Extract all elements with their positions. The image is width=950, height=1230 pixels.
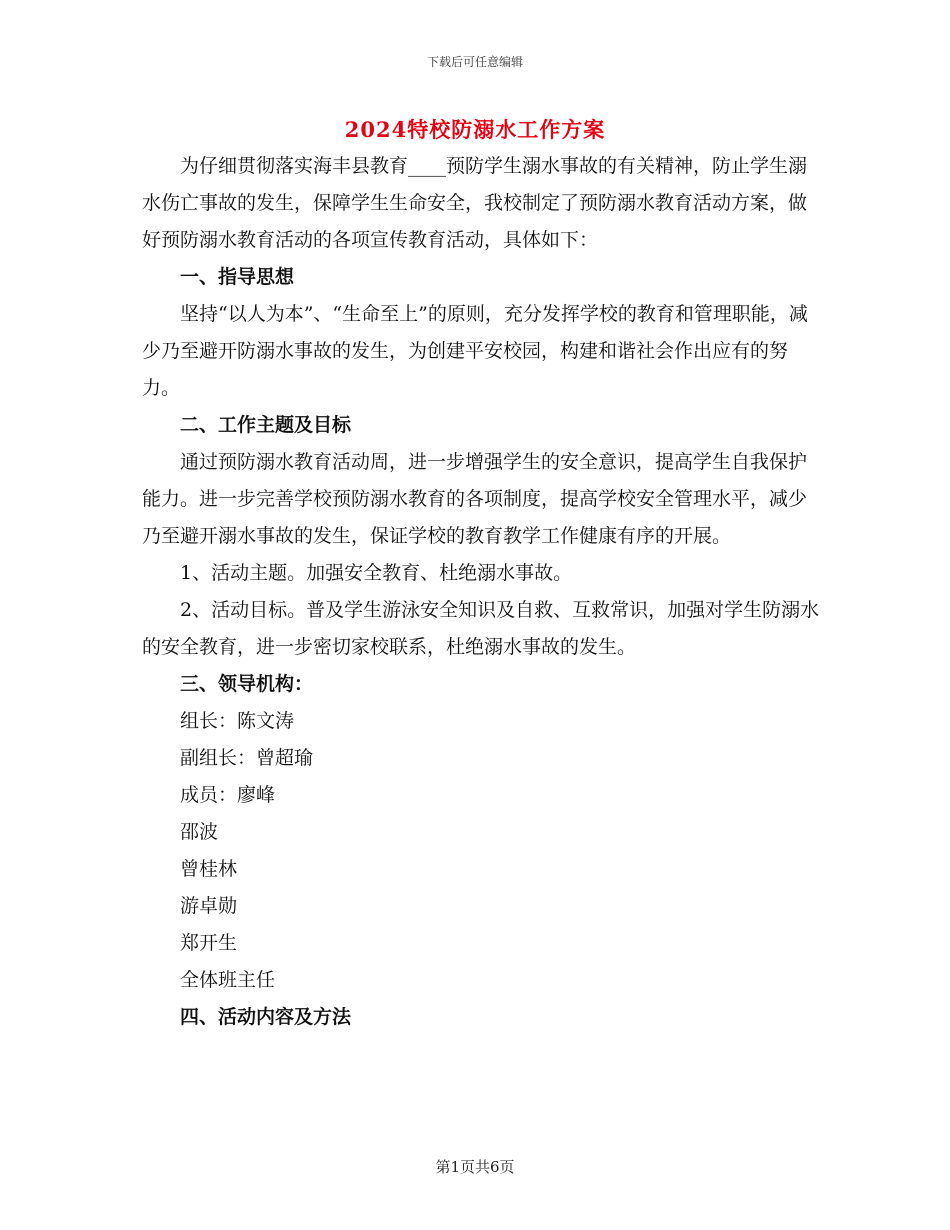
header-note: 下载后可任意编辑 [426, 55, 523, 69]
document-body [142, 148, 822, 1036]
page-number: 第1页共6页 [435, 1158, 515, 1176]
member-item: 邵波 [180, 821, 219, 843]
member-item: 郑开生 [180, 932, 238, 954]
section-paragraph: 通过预防溺水教育活动周，进一步增强学生的安全意识，提高学生自我保护能力。进一步完善学校预防溺水教育的各项制度，提高学校安全管理水平，减少乃至避开溺水事故的发生，保证学校的教育教学工作健康有序的开展。 [142, 451, 808, 547]
member-item: 游卓勋 [180, 895, 238, 917]
member-item: 副组长：曾超瑜 [180, 747, 314, 769]
section-heading: 三、领导机构： [180, 673, 314, 695]
section-heading: 四、活动内容及方法 [180, 1006, 352, 1028]
member-item: 全体班主任 [180, 969, 276, 991]
member-item: 组长：陈文涛 [180, 710, 295, 732]
section-heading: 二、工作主题及目标 [180, 414, 352, 436]
member-item: 成员：廖峰 [180, 784, 276, 806]
intro-paragraph: 为仔细贯彻落实海丰县教育____预防学生溺水事故的有关精神，防止学生溺水伤亡事故的发生，保障学生生命安全，我校制定了预防溺水教育活动方案，做好预防溺水教育活动的各项宣传教育活动，具体如下： [142, 155, 808, 251]
list-item: 1、活动主题。加强安全教育、杜绝溺水事故。 [180, 562, 573, 584]
list-item: 2、活动目标。普及学生游泳安全知识及自救、互救常识，加强对学生防溺水的安全教育，进一步密切家校联系，杜绝溺水事故的发生。 [142, 599, 820, 658]
member-item: 曾桂林 [180, 858, 238, 880]
section-heading: 一、指导思想 [180, 266, 295, 288]
document-title: 2024特校防溺水工作方案 [344, 117, 606, 142]
section-paragraph: 坚持“以人为本”、“生命至上”的原则，充分发挥学校的教育和管理职能，减少乃至避开防溺水事故的发生，为创建平安校园，构建和谐社会作出应有的努力。 [142, 303, 808, 399]
